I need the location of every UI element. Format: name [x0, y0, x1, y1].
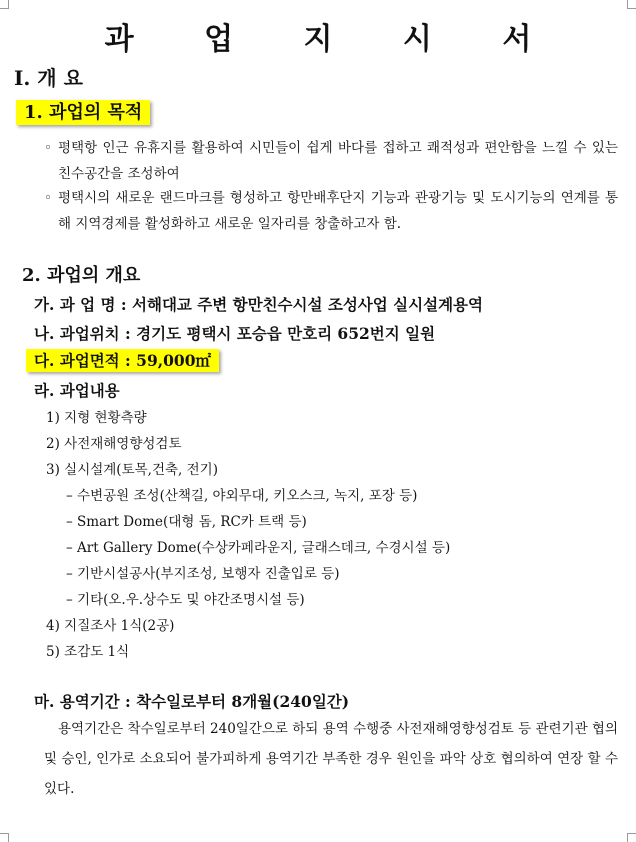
content-item: 4) 지질조사 1식(2공): [46, 618, 175, 634]
bullet-mark: ◦: [44, 190, 52, 206]
project-location: 나. 과업위치 : 경기도 평택시 포승읍 만호리 652번지 일원: [34, 324, 436, 343]
project-name: 가. 과 업 명 : 서해대교 주변 항만친수시설 조성사업 실시설계용역: [34, 295, 483, 314]
page-corner-mark: [627, 0, 636, 9]
purpose-bullet: [44, 135, 618, 187]
bullet-mark: ◦: [44, 140, 52, 156]
design-item: – Art Gallery Dome(수상카페라운지, 글래스데크, 수경시설 등): [66, 540, 451, 556]
bullet-text: 평택항 인근 유휴지를 활용하여 시민들이 쉽게 바다를 접하고 쾌적성과 편안함을 느낄 수 있는 친수공간을 조성하여: [58, 140, 618, 182]
contents-heading: 라. 과업내용: [34, 381, 120, 400]
project-area-wrapper: [26, 349, 219, 371]
design-item: – 기반시설공사(부지조성, 보행자 진출입로 등): [66, 566, 340, 582]
design-item: – 수변공원 조성(산책길, 야외무대, 키오스크, 녹지, 포장 등): [66, 488, 418, 504]
service-period-note: 용역기간은 착수일로부터 240일간으로 하되 용역 수행중 사전재해영향성검토 등 관련기관 협의 및 승인, 인가로 소요되어 불가피하게 용역기간 부족한 경우 원인을 파악 상호 협의하여 연장 할 수 있다.: [44, 721, 618, 797]
overview-heading: 2. 과업의 개요: [22, 265, 141, 286]
service-period: 마. 용역기간 : 착수일로부터 8개월(240일간): [34, 692, 350, 711]
content-item: 1) 지형 현황측량: [46, 410, 147, 426]
content-item: 5) 조감도 1식: [46, 644, 130, 660]
project-area: 다. 과업면적 : 59,000㎡: [26, 349, 219, 372]
purpose-heading: [16, 98, 150, 124]
content-item: 2) 사전재해영향성검토: [46, 436, 182, 452]
page-corner-mark: [627, 833, 636, 842]
page-corner-mark: [0, 0, 9, 9]
content-item: 3) 실시설계(토목,건축, 전기): [46, 462, 218, 478]
bullet-text: 평택시의 새로운 랜드마크를 형성하고 항만배후단지 기능과 관광기능 및 도시기능의 연계를 통해 지역경제를 활성화하고 새로운 일자리를 창출하고자 함.: [58, 190, 618, 232]
design-item: – 기타(오.우.상수도 및 야간조명시설 등): [66, 592, 305, 608]
highlighted-heading: 1. 과업의 목적: [16, 100, 150, 125]
page-corner-mark: [0, 833, 9, 842]
section-heading: Ⅰ. 개 요: [14, 66, 83, 90]
document-title: 과 업 지 시 서: [104, 22, 562, 57]
design-item: – Smart Dome(대형 돔, RC카 트랙 등): [66, 514, 307, 530]
purpose-bullet: [44, 185, 618, 237]
